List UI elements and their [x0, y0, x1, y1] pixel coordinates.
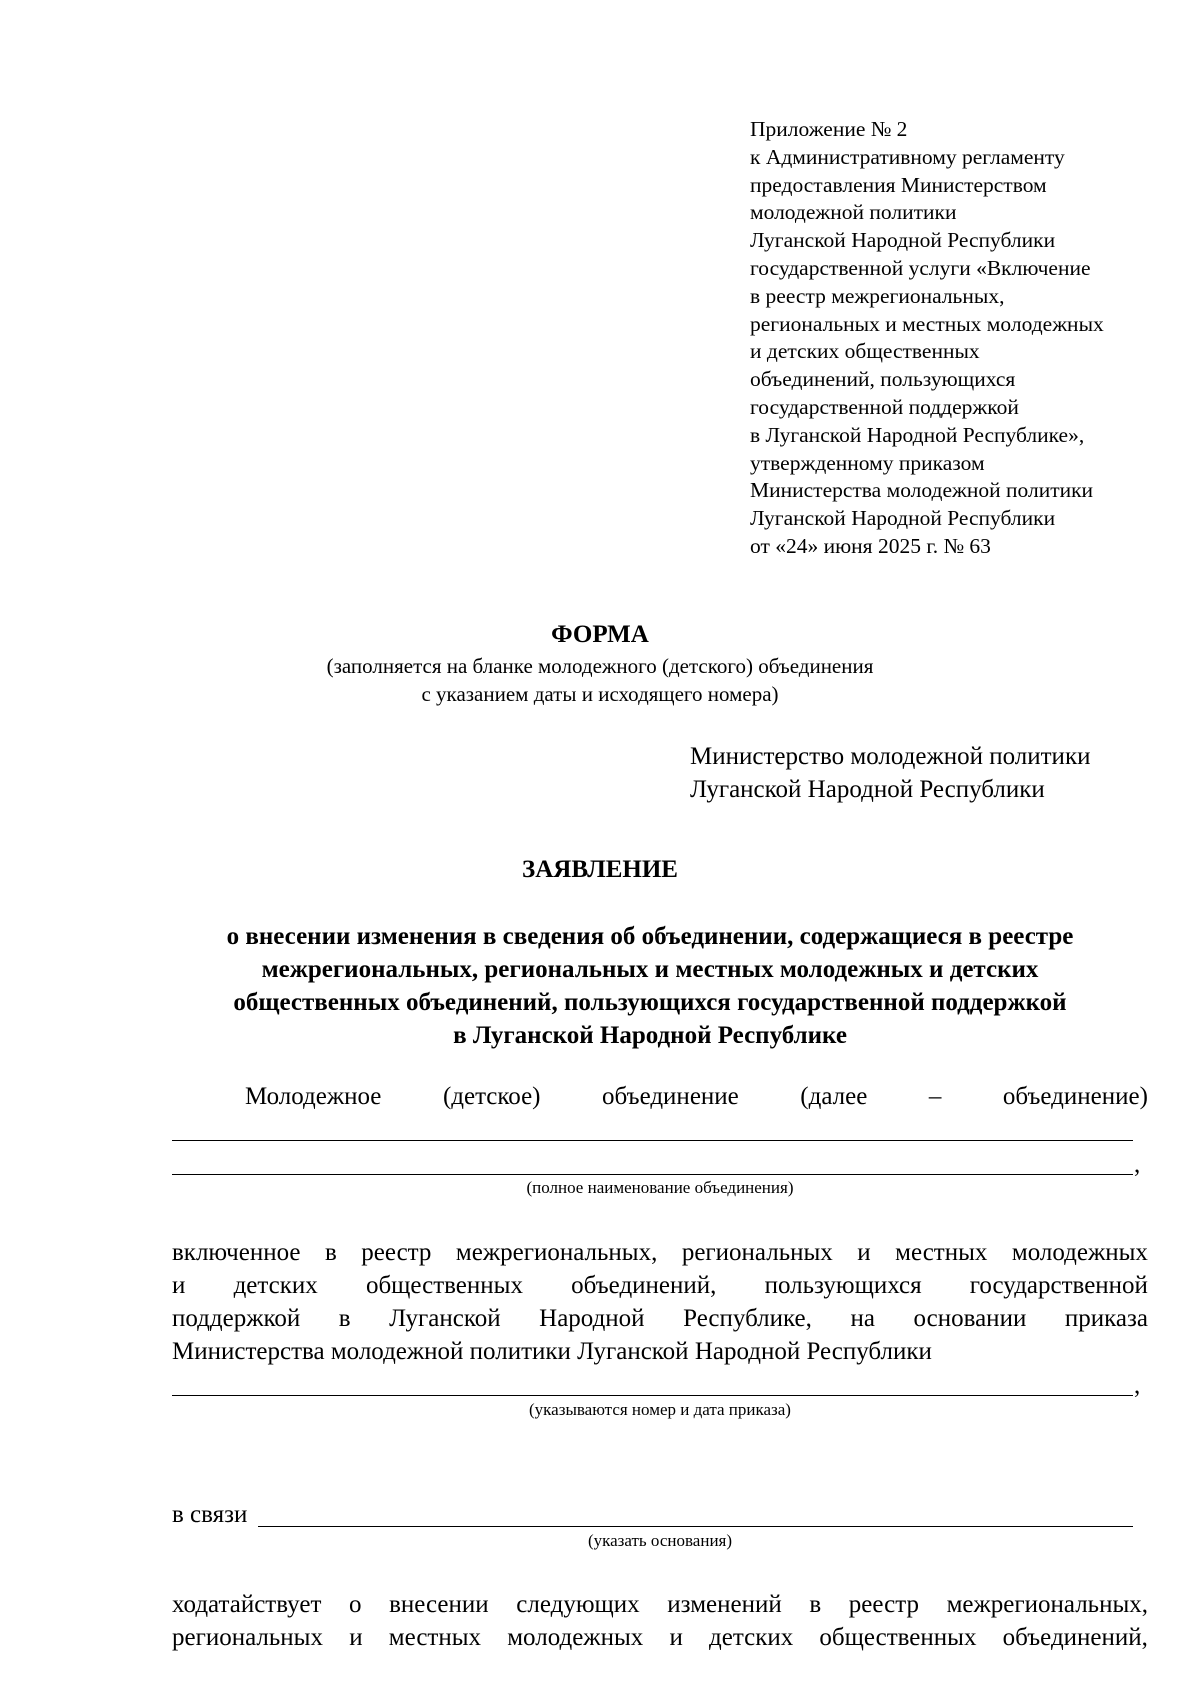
- word: и: [857, 1239, 871, 1266]
- word: объединений,: [1002, 1624, 1148, 1651]
- word: региональных: [681, 1239, 833, 1266]
- word: о: [349, 1591, 362, 1618]
- word: объединений,: [571, 1272, 717, 1299]
- appendix-line: региональных и местных молодежных: [750, 311, 1104, 336]
- appendix-line: объединений, пользующихся: [750, 367, 1016, 392]
- appendix-line: и детских общественных: [750, 339, 980, 364]
- appendix-line: в Луганской Народной Республике»,: [750, 422, 1085, 447]
- word: в: [809, 1591, 822, 1618]
- word: межрегиональных,: [946, 1591, 1148, 1618]
- word: реестр: [361, 1239, 432, 1266]
- subject-line: в Луганской Народной Республике: [453, 1022, 847, 1049]
- appendix-line: Луганской Народной Республики: [750, 506, 1056, 531]
- form-title: ФОРМА: [551, 621, 649, 648]
- included-paragraph: [172, 1236, 1148, 1368]
- addressee-line: Министерство молодежной политики: [690, 743, 1091, 770]
- word: Республике,: [683, 1305, 812, 1332]
- word: детских: [233, 1272, 318, 1299]
- appendix-line: государственной поддержкой: [750, 394, 1019, 419]
- form-note-line: с указанием даты и исходящего номера): [421, 682, 779, 706]
- full-name-field-line-2[interactable]: [172, 1174, 1133, 1175]
- form-note: [0, 652, 1200, 708]
- word: межрегиональных,: [455, 1239, 658, 1266]
- intro-word: –: [928, 1083, 942, 1110]
- word: молодежных: [507, 1624, 644, 1651]
- word: реестр: [848, 1591, 919, 1618]
- word: пользующихся: [764, 1272, 922, 1299]
- appendix-line: от «24» июня 2025 г. № 63: [750, 533, 991, 558]
- reason-field-line[interactable]: [258, 1526, 1133, 1527]
- appendix-line: утвержденному приказом: [750, 450, 985, 475]
- appendix-line: предоставления Министерством: [750, 172, 1047, 197]
- text-line: [172, 1236, 1148, 1269]
- appendix-line: Министерства молодежной политики: [750, 478, 1094, 503]
- intro-word: (далее: [800, 1083, 868, 1110]
- text-line: [172, 1269, 1148, 1302]
- petition-paragraph: [172, 1588, 1148, 1654]
- word: на: [850, 1305, 875, 1332]
- text-line: [172, 1588, 1148, 1621]
- subject-line: общественных объединений, пользующихся государственной поддержкой: [233, 989, 1067, 1016]
- word: общественных: [365, 1272, 523, 1299]
- word: региональных: [172, 1624, 323, 1651]
- word: Луганской: [389, 1305, 501, 1332]
- appendix-line: к Административному регламенту: [750, 144, 1065, 169]
- full-name-field-line-1[interactable]: [172, 1140, 1133, 1141]
- comma: ,: [1134, 1372, 1141, 1399]
- word: в: [324, 1239, 337, 1266]
- text-line: [172, 1621, 1148, 1654]
- in-connection-label: в связи: [172, 1501, 248, 1528]
- form-note-line: (заполняется на бланке молодежного (детского) объединения: [326, 654, 874, 678]
- word: включенное: [172, 1239, 301, 1266]
- word: приказа: [1064, 1305, 1148, 1332]
- order-field-line[interactable]: [172, 1395, 1133, 1396]
- comma: ,: [1134, 1151, 1141, 1178]
- caption-order: (указываются номер и дата приказа): [529, 1400, 791, 1419]
- word: общественных: [819, 1624, 977, 1651]
- appendix-note: [750, 116, 1170, 561]
- caption-reason: (указать основания): [587, 1531, 733, 1550]
- word: поддержкой: [172, 1305, 301, 1332]
- appendix-line: молодежной политики: [750, 200, 957, 225]
- addressee: [690, 740, 1170, 806]
- addressee-line: Луганской Народной Республики: [690, 776, 1045, 803]
- text-line: [172, 1302, 1148, 1335]
- word: ходатайствует: [172, 1591, 322, 1618]
- word: основании: [913, 1305, 1027, 1332]
- word: детских: [709, 1624, 794, 1651]
- word: местных: [388, 1624, 482, 1651]
- word: изменений: [667, 1591, 782, 1618]
- intro-word: (детское): [442, 1083, 541, 1110]
- appendix-line: Приложение № 2: [750, 117, 908, 141]
- subject-line: межрегиональных, региональных и местных молодежных и детских: [261, 956, 1039, 983]
- appendix-line: в реестр межрегиональных,: [750, 283, 1005, 308]
- word: и: [349, 1624, 363, 1651]
- word: местных: [895, 1239, 988, 1266]
- word: государственной: [969, 1272, 1148, 1299]
- word: и: [669, 1624, 683, 1651]
- word: молодежных: [1011, 1239, 1148, 1266]
- word: и: [172, 1272, 186, 1299]
- text-line: Министерства молодежной политики Луганской Народной Республики: [172, 1338, 932, 1365]
- intro-line: [245, 1082, 1148, 1112]
- word: следующих: [516, 1591, 640, 1618]
- caption-full-name: (полное наименование объединения): [526, 1178, 794, 1197]
- appendix-line: Луганской Народной Республики: [750, 228, 1056, 253]
- word: Народной: [539, 1305, 645, 1332]
- subject-line: о внесении изменения в сведения об объединении, содержащиеся в реестре: [226, 923, 1074, 950]
- word: в: [338, 1305, 351, 1332]
- intro-word: Молодежное: [245, 1083, 382, 1110]
- intro-word: объединение: [602, 1083, 739, 1110]
- statement-subject: [150, 920, 1150, 1052]
- word: внесении: [389, 1591, 489, 1618]
- statement-title: ЗАЯВЛЕНИЕ: [522, 856, 678, 883]
- intro-word: объединение): [1002, 1083, 1148, 1110]
- appendix-line: государственной услуги «Включение: [750, 255, 1091, 280]
